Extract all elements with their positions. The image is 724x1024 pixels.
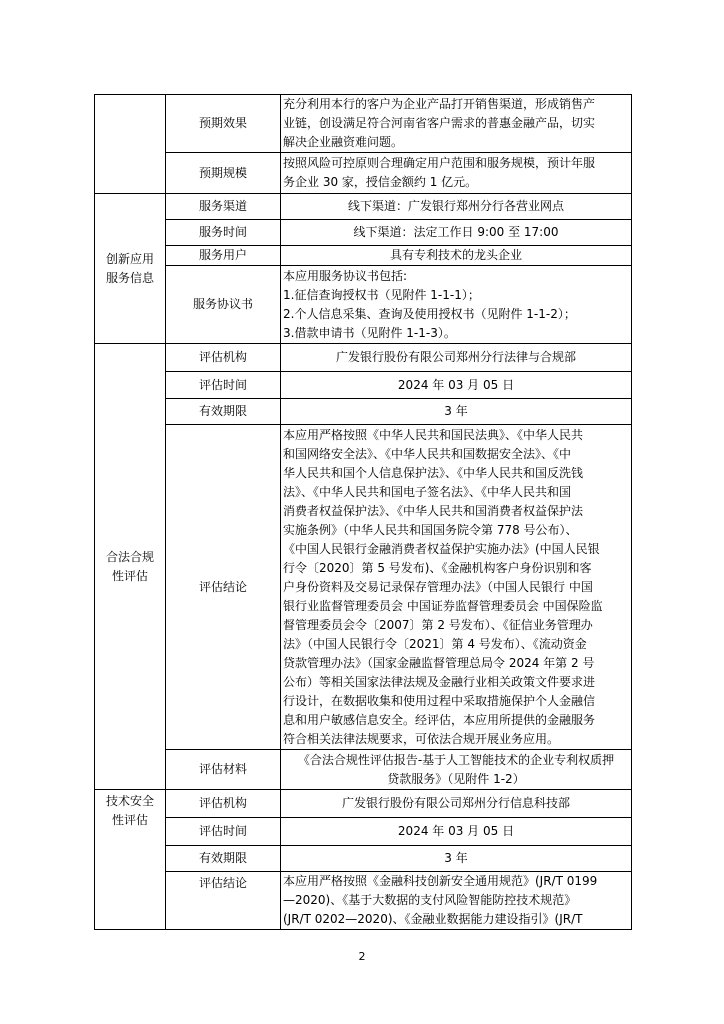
row-value-tech-validity: 3 年: [281, 846, 632, 872]
row-label-service-time: 服务时间: [166, 220, 281, 246]
table-row: [95, 194, 632, 220]
row-label-tech-validity: 有效期限: [166, 846, 281, 872]
table-row: [95, 846, 632, 872]
table-row: [95, 266, 632, 344]
table-row: [95, 818, 632, 846]
row-label-tech-conclusion: 评估结论: [166, 872, 281, 930]
table-row: [95, 399, 632, 425]
table-row: [95, 344, 632, 372]
row-label-service-users: 服务用户: [166, 246, 281, 266]
row-value-legal-date: 2024 年 03 月 05 日: [281, 372, 632, 399]
row-label-legal-conclusion: 评估结论: [166, 425, 281, 750]
row-label-service-channel: 服务渠道: [166, 194, 281, 220]
row-value-service-channel: 线下渠道：广发银行郑州分行各营业网点: [281, 194, 632, 220]
row-label-tech-date: 评估时间: [166, 818, 281, 846]
row-value-expected-scale: 按照风险可控原则合理确定用户范围和服务规模，预计年服 务企业 30 家，授信金额约 1 亿元。: [281, 153, 632, 194]
category-cell-empty: [95, 95, 166, 194]
row-label-tech-org: 评估机构: [166, 790, 281, 818]
row-value-service-time: 线下渠道：法定工作日 9:00 至 17:00: [281, 220, 632, 246]
row-label-service-agreement: 服务协议书: [166, 266, 281, 344]
table-row: [95, 220, 632, 246]
row-label-legal-material: 评估材料: [166, 750, 281, 790]
row-label-expected-scale: 预期规模: [166, 153, 281, 194]
row-value-expected-effect: 充分利用本行的客户为企业产品打开销售渠道，形成销售产 业链，创设满足符合河南省客户需求的普惠金融产品，切实 解决企业融资难问题。: [281, 95, 632, 153]
row-value-tech-conclusion: 本应用严格按照《金融科技创新安全通用规范》(JR/T 0199 —2020)、《基于大数据的支付风险智能防控技术规范》 (JR/T 0202—2020)、《金融业数据能力建设指引》(JR/T: [281, 872, 632, 930]
row-value-tech-org: 广发银行股份有限公司郑州分行信息科技部: [281, 790, 632, 818]
row-label-legal-validity: 有效期限: [166, 399, 281, 425]
table-row: [95, 790, 632, 818]
row-value-legal-validity: 3 年: [281, 399, 632, 425]
table-row: [95, 425, 632, 750]
row-value-tech-date: 2024 年 03 月 05 日: [281, 818, 632, 846]
table-row: [95, 95, 632, 153]
row-value-service-agreement: 本应用服务协议书包括: 1.征信查询授权书（见附件 1-1-1）； 2.个人信息采集、查询及使用授权书（见附件 1-1-2）； 3.借款申请书（见附件 1-1-3）。: [281, 266, 632, 344]
category-service-info: 创新应用 服务信息: [95, 194, 166, 344]
row-value-legal-conclusion: 本应用严格按照《中华人民共和国民法典》、《中华人民共 和国网络安全法》、《中华人民共和国数据安全法》、《中 华人民共和国个人信息保护法》、《中华人民共和国反洗钱 法》、《中华人民共和国电子签名法》、《中华人民共和国 消费者权益保护法》、《中华人民共和国消费者权益保护法 实施条例》（中华人民共和国国务院令第 778 号公布）、 《中国人民银行金融消费者权益保护实施办法》(中国人民银 行令〔2020〕第 5 号发布)、《金融机构客户身份识别和客 户身份资料及交易记录保存管理办法》（中国人民银行 中国 银行业监督管理委员会 中国证券监督管理委员会 中国保险监 督管理委员会令〔2007〕第 2 号发布）、《征信业务管理办 法》（中国人民银行令〔2021〕第 4 号发布）、《流动资金 贷款管理办法》（国家金融监督管理总局令 2024 年第 2 号 公布）等相关国家法律法规及金融行业相关政策文件要求进 行设计，在数据收集和使用过程中采取措施保护个人金融信 息和用户敏感信息安全。经评估，本应用所提供的金融服务 符合相关法律法规要求，可依法合规开展业务应用。: [281, 425, 632, 750]
category-tech-security: 技术安全 性评估: [95, 790, 166, 930]
row-value-legal-org: 广发银行股份有限公司郑州分行法律与合规部: [281, 344, 632, 372]
table-row: [95, 153, 632, 194]
row-label-expected-effect: 预期效果: [166, 95, 281, 153]
row-label-legal-org: 评估机构: [166, 344, 281, 372]
row-value-service-users: 具有专利技术的龙头企业: [281, 246, 632, 266]
application-info-table: [94, 94, 632, 930]
table-row: [95, 750, 632, 790]
table-row: [95, 246, 632, 266]
table-row: [95, 872, 632, 930]
page-number: 2: [358, 950, 366, 963]
row-label-legal-date: 评估时间: [166, 372, 281, 399]
category-legal-compliance: 合法合规 性评估: [95, 344, 166, 790]
row-value-legal-material: 《合法合规性评估报告-基于人工智能技术的企业专利权质押 贷款服务》（见附件 1-2）: [281, 750, 632, 790]
table-row: [95, 372, 632, 399]
